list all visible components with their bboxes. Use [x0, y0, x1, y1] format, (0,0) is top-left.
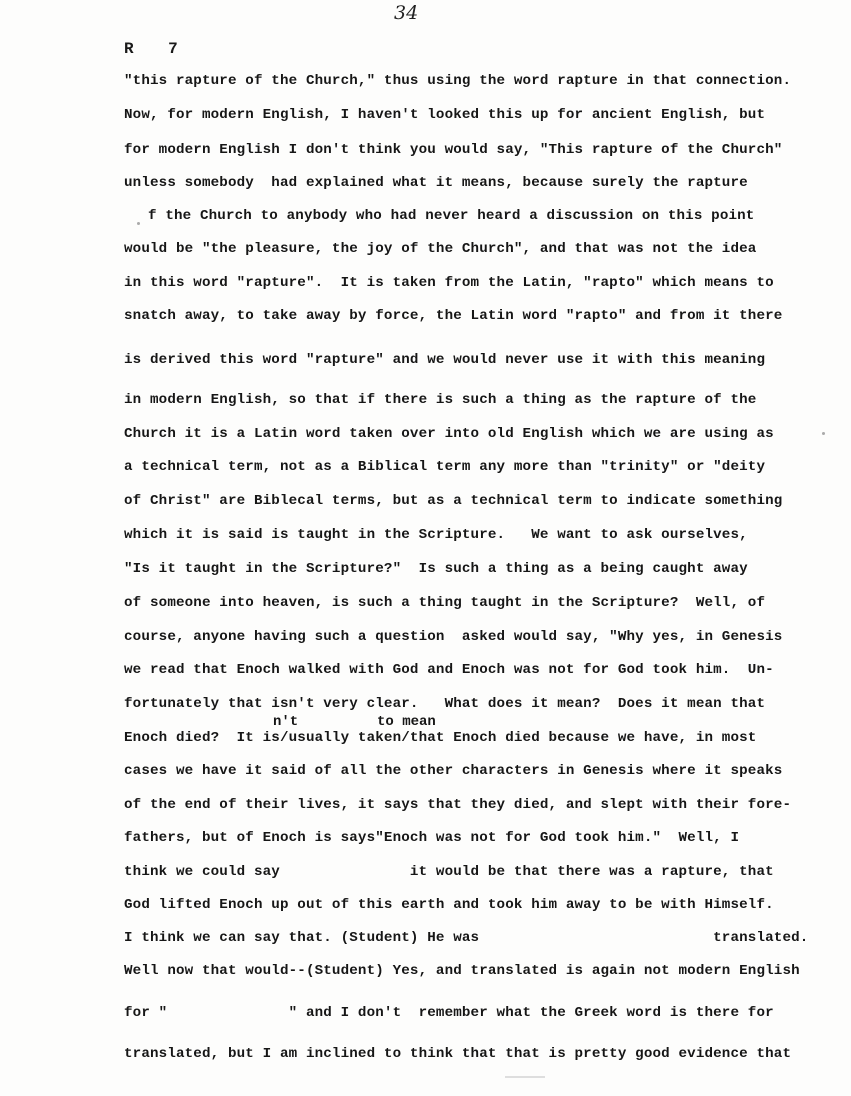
text-line: a technical term, not as a Biblical term any more than "trinity" or "deity [124, 459, 766, 475]
text-line: is derived this word "rapture" and we would never use it with this meaning [124, 352, 766, 368]
text-line: fortunately that isn't very clear. What does it mean? Does it mean that [124, 696, 766, 712]
text-line: fathers, but of Enoch is says"Enoch was not for God took him." Well, I [124, 830, 740, 846]
text-line: Now, for modern English, I haven't looked this up for ancient English, but [124, 107, 766, 123]
text-line: think we could say it would be that there was a rapture, that [124, 864, 774, 880]
text-line: in modern English, so that if there is such a thing as the rapture of the [124, 392, 757, 408]
paper-smudge [505, 1076, 545, 1078]
page-number: 34 [394, 2, 419, 24]
text-line: in this word "rapture". It is taken from the Latin, "rapto" which means to [124, 275, 774, 291]
text-line: I think we can say that. (Student) He was translated. [124, 930, 809, 946]
text-line: of the end of their lives, it says that they died, and slept with their fore- [124, 797, 792, 813]
text-line: God lifted Enoch up out of this earth and took him away to be with Himself. [124, 897, 774, 913]
text-line: course, anyone having such a question asked would say, "Why yes, in Genesis [124, 629, 783, 645]
text-line: "Is it taught in the Scripture?" Is such a thing as a being caught away [124, 561, 748, 577]
text-line: cases we have it said of all the other characters in Genesis where it speaks [124, 763, 783, 779]
text-line: Church it is a Latin word taken over into old English which we are using as [124, 426, 774, 442]
text-line: of Christ" are Biblecal terms, but as a technical term to indicate something [124, 493, 783, 509]
handwritten-insertion: n't [273, 714, 299, 730]
handwritten-insertion: to mean [377, 714, 436, 730]
paper-speck [137, 222, 140, 225]
text-line: Well now that would--(Student) Yes, and translated is again not modern English [124, 963, 800, 979]
text-line: which it is said is taught in the Scripture. We want to ask ourselves, [124, 527, 748, 543]
text-line: would be "the pleasure, the joy of the Church", and that was not the idea [124, 241, 757, 257]
text-line: translated, but I am inclined to think that that is pretty good evidence that [124, 1046, 792, 1062]
text-line: "this rapture of the Church," thus using the word rapture in that connection. [124, 73, 792, 89]
text-line: snatch away, to take away by force, the Latin word "rapto" and from it there [124, 308, 783, 324]
section-code [124, 40, 178, 58]
text-line: for " " and I don't remember what the Greek word is there for [124, 1005, 774, 1021]
paper-speck [822, 432, 825, 435]
text-line: of someone into heaven, is such a thing taught in the Scripture? Well, of [124, 595, 766, 611]
section-letter: R [124, 40, 135, 58]
section-number: 7 [168, 40, 179, 58]
text-line: Enoch died? It is/usually taken/that Enoch died because we have, in most [124, 730, 757, 746]
text-line: for modern English I don't think you would say, "This rapture of the Church" [124, 142, 783, 158]
text-line: we read that Enoch walked with God and Enoch was not for God took him. Un- [124, 662, 774, 678]
text-line: f the Church to anybody who had never heard a discussion on this point [148, 208, 755, 224]
text-line: unless somebody had explained what it means, because surely the rapture [124, 175, 748, 191]
